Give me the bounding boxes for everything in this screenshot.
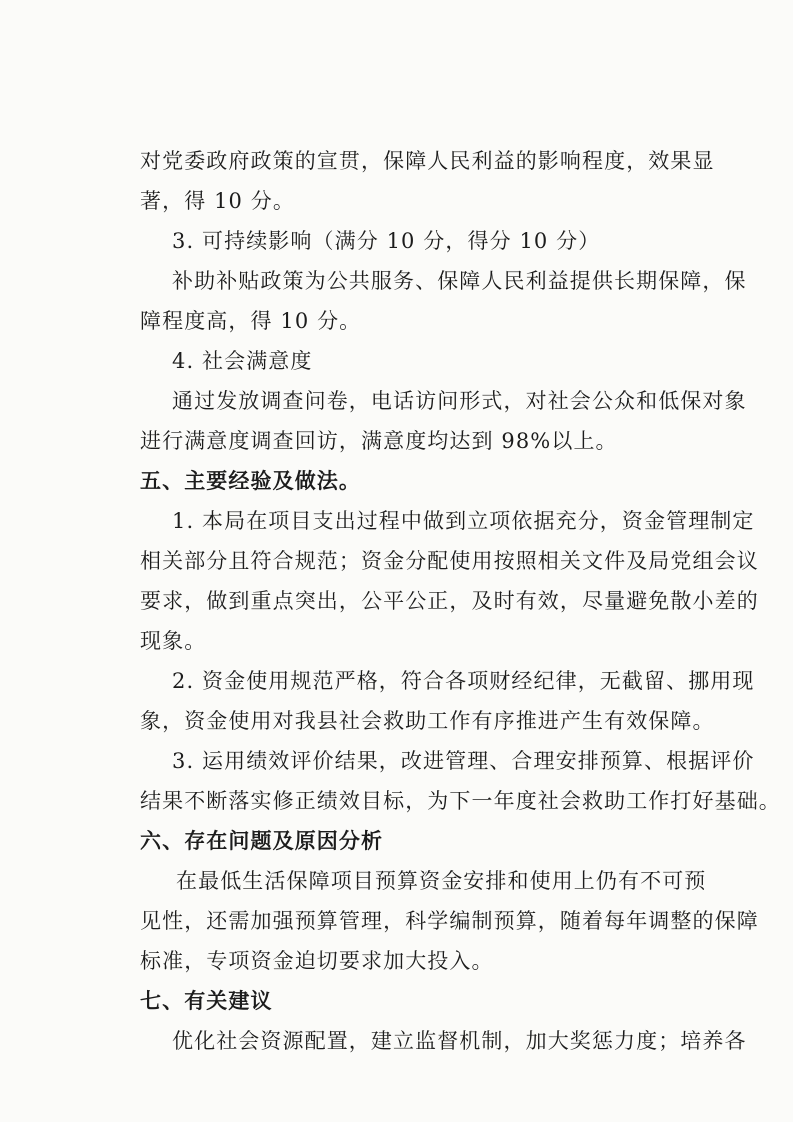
paragraph-line: 要求，做到重点突出，公平公正，及时有效，尽量避免散小差的: [140, 589, 759, 613]
paragraph-line: 1. 本局在项目支出过程中做到立项依据充分，资金管理制定: [172, 509, 755, 533]
paragraph-line: 优化社会资源配置，建立监督机制，加大奖惩力度；培养各: [172, 1029, 747, 1053]
section-heading: 七、有关建议: [140, 989, 273, 1013]
paragraph-line: 见性，还需加强预算管理，科学编制预算，随着每年调整的保障: [140, 909, 759, 933]
section-subheading: 3. 可持续影响（满分 10 分，得分 10 分）: [172, 229, 601, 253]
paragraph-line: 结果不断落实修正绩效目标，为下一年度社会救助工作打好基础。: [140, 789, 781, 813]
paragraph-line: 3. 运用绩效评价结果，改进管理、合理安排预算、根据评价: [172, 749, 755, 773]
section-heading: 五、主要经验及做法。: [140, 469, 361, 493]
section-subheading: 4. 社会满意度: [172, 349, 313, 373]
paragraph-line: 2. 资金使用规范严格，符合各项财经纪律，无截留、挪用现: [172, 669, 755, 693]
paragraph-line: 在最低生活保障项目预算资金安排和使用上仍有不可预: [176, 869, 707, 893]
paragraph-line: 著，得 10 分。: [140, 189, 295, 213]
paragraph-line: 相关部分且符合规范；资金分配使用按照相关文件及局党组会议: [140, 549, 759, 573]
section-heading: 六、存在问题及原因分析: [140, 829, 384, 853]
paragraph-line: 通过发放调查问卷，电话访问形式，对社会公众和低保对象: [172, 389, 747, 413]
paragraph-line: 象，资金使用对我县社会救助工作有序推进产生有效保障。: [140, 709, 715, 733]
paragraph-line: 标准，专项资金迫切要求加大投入。: [140, 949, 494, 973]
paragraph-line: 补助补贴政策为公共服务、保障人民利益提供长期保障，保: [172, 269, 747, 293]
paragraph-line: 障程度高，得 10 分。: [140, 309, 362, 333]
paragraph-line: 现象。: [140, 629, 207, 653]
paragraph-line: 进行满意度调查回访，满意度均达到 98%以上。: [140, 429, 618, 453]
paragraph-line: 对党委政府政策的宣贯，保障人民利益的影响程度，效果显: [140, 149, 715, 173]
